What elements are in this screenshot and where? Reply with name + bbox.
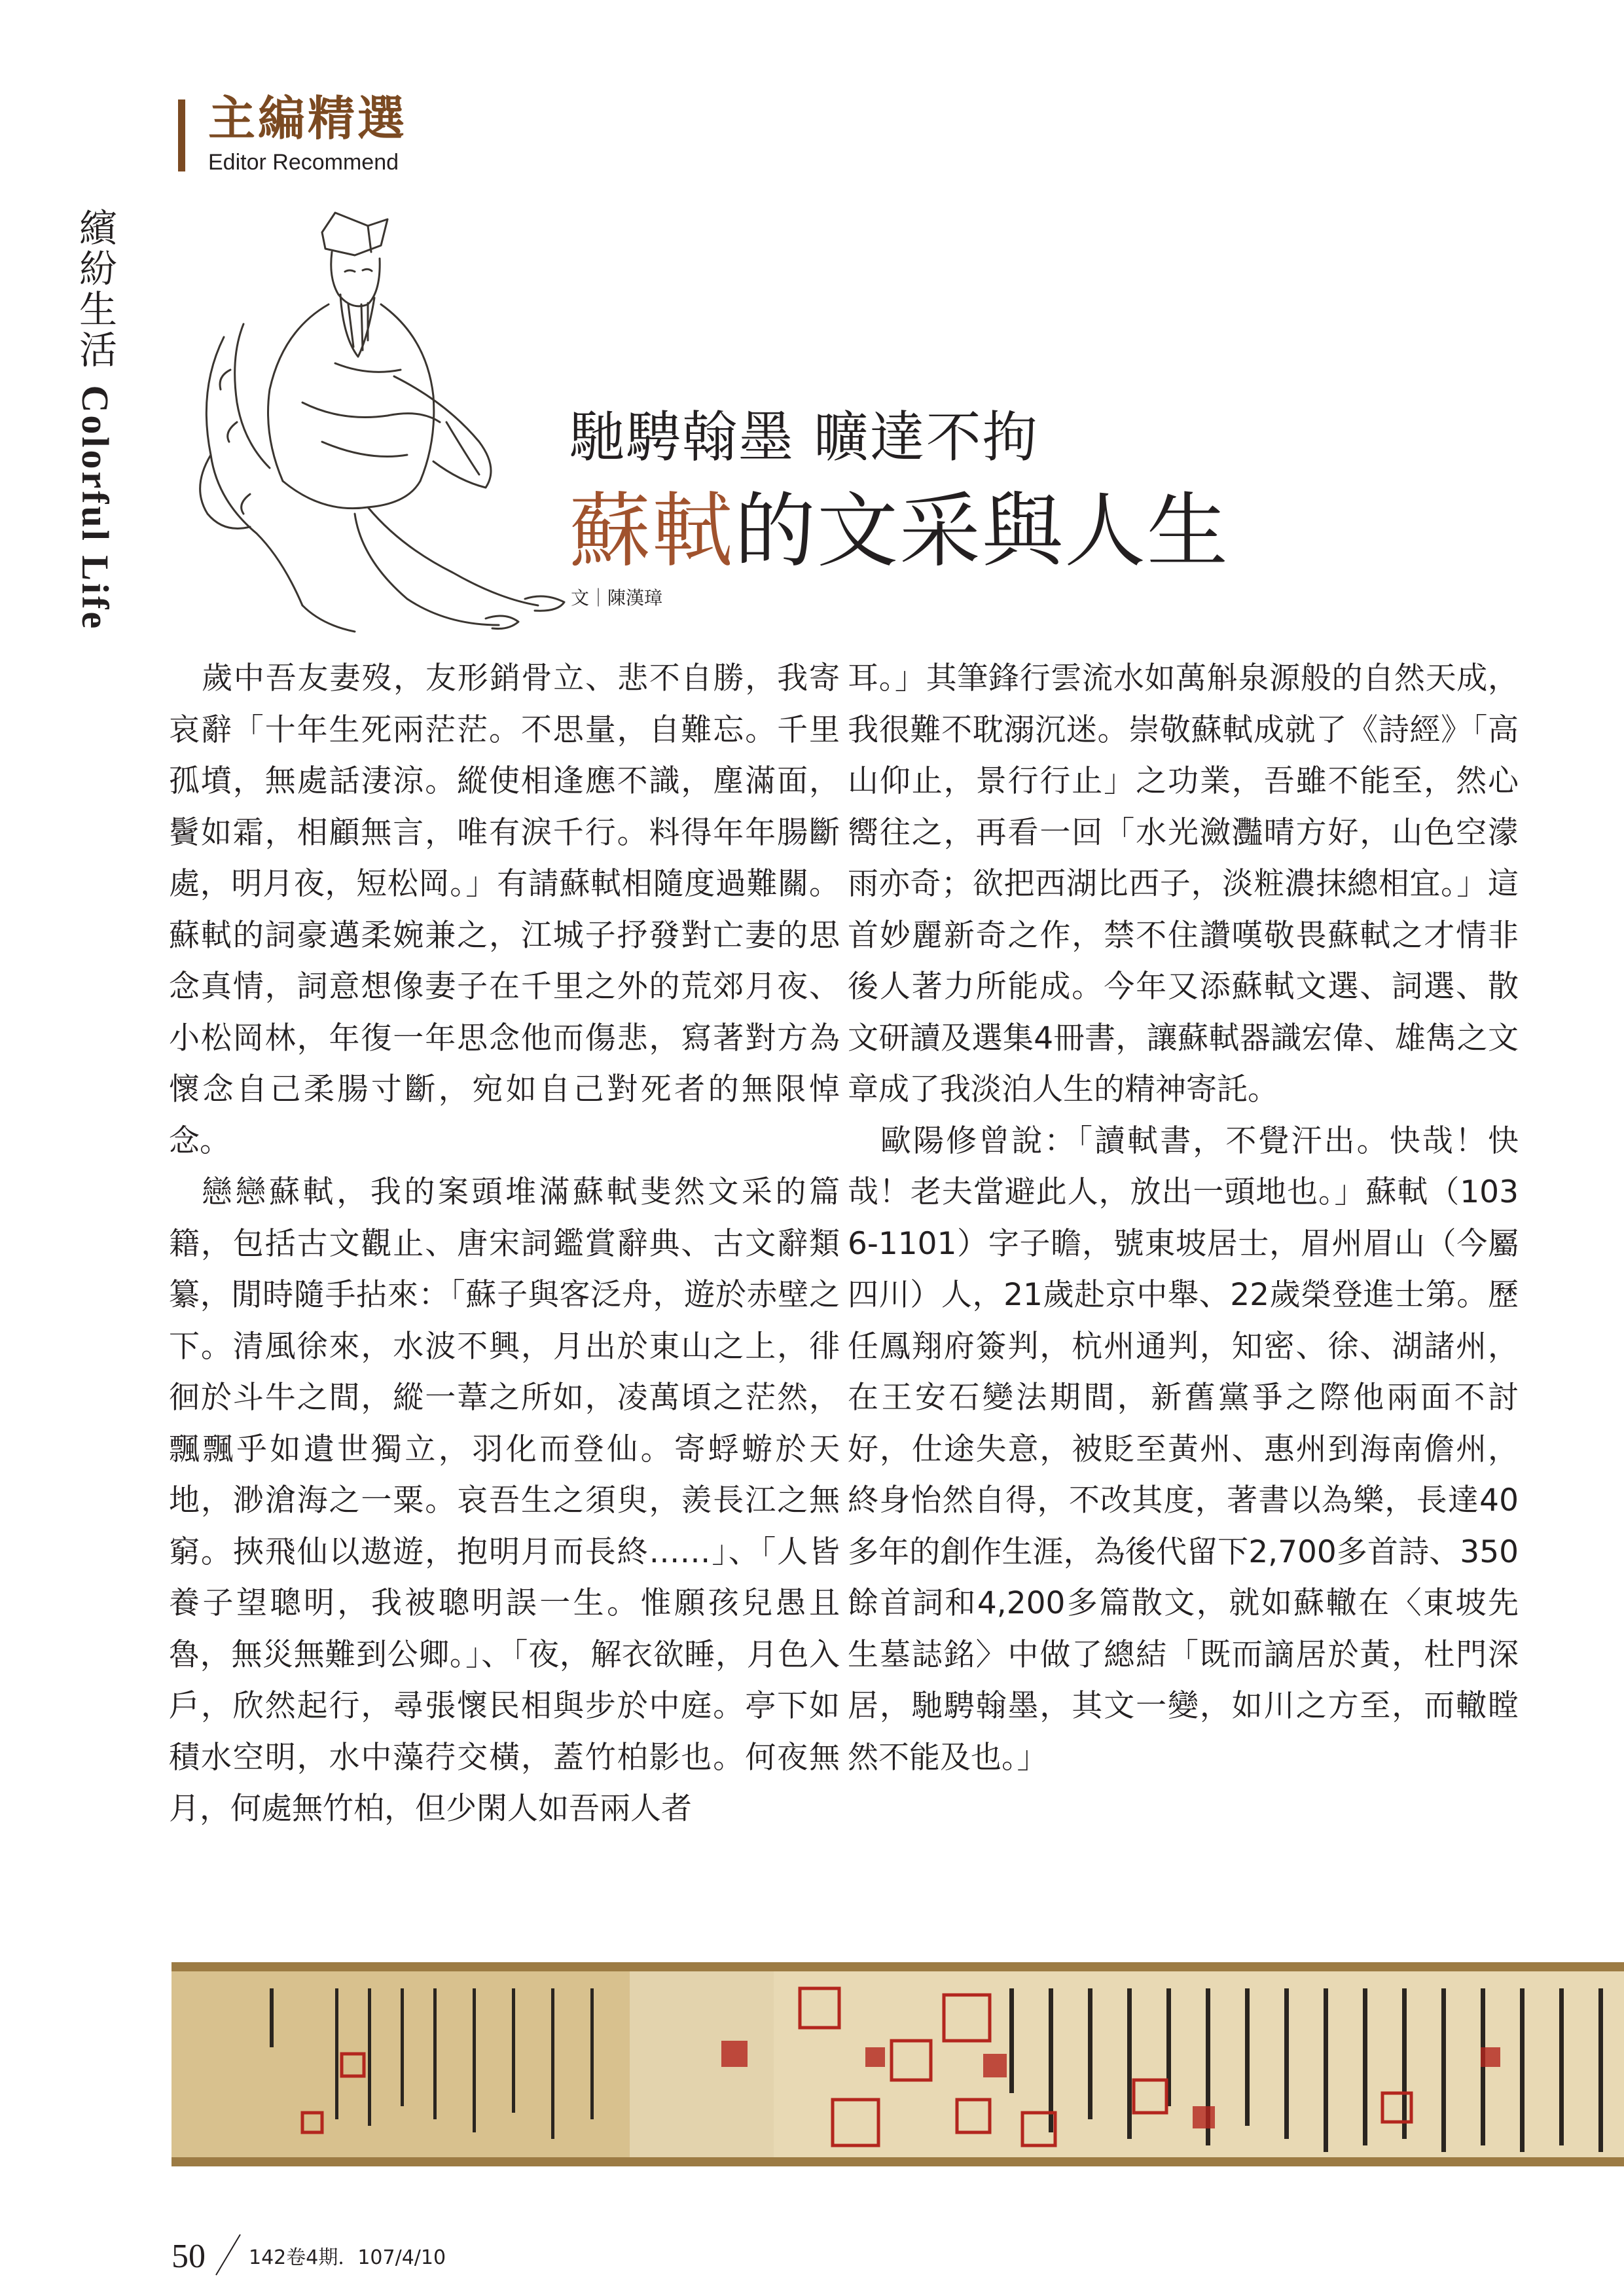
paragraph: 耳。」其筆鋒行雲流水如萬斛泉源般的自然天成，我很難不耽溺沉迷。崇敬蘇軾成就了《詩經》「高山仰止，景行行止」之功業，吾雖不能至，然心嚮往之，再看一回「水光瀲灩晴方好，山色空濛雨亦奇；欲把西湖比西子，淡粧濃抹總相宜。」這首妙麗新奇之作，禁不住讚嘆敬畏蘇軾之才情非後人著力所能成。今年又添蘇軾文選、詞選、散文研讀及選集4冊書，讓蘇軾器識宏偉、雄雋之文章成了我淡泊人生的精神寄託。 xyxy=(848,660,1519,1107)
calligraphy-scroll-image xyxy=(171,1962,1624,2166)
section-title: 主編精選 xyxy=(208,91,408,146)
title-accent-name: 蘇軾 xyxy=(569,484,735,579)
paragraph: 歐陽修曾說：「讀軾書，不覺汗出。快哉！快哉！老夫當避此人，放出一頭地也。」蘇軾（1036-1101）字子瞻，號東坡居士，眉州眉山（今屬四川）人，21歲赴京中舉、22歲榮登進士第。歷任鳳翔府簽判，杭州通判，知密、徐、湖諸州，在王安石變法期間，新舊黨爭之際他兩面不討好，仕途失意，被貶至黃州、惠州到海南儋州，終身怡然自得，不改其度，著書以為樂，長達40多年的創作生涯，為後代留下2,700多首詩、350餘首詞和4,200多篇散文，就如蘇轍在〈東坡先生墓誌銘〉中做了總結「既而謫居於黃，杜門深居，馳騁翰墨，其文一變，如川之方至，而轍瞠然不能及也。」 xyxy=(848,1122,1519,1776)
vertical-label-en: Colorful Life xyxy=(74,385,117,632)
paragraph: 戀戀蘇軾，我的案頭堆滿蘇軾斐然文采的篇籍，包括古文觀止、唐宋詞鑑賞辭典、古文辭類纂，閒時隨手拈來：「蘇子與客泛舟，遊於赤壁之下。清風徐來，水波不興，月出於東山之上，徘徊於斗牛之間，縱一葦之所如，凌萬頃之茫然，飄飄乎如遺世獨立，羽化而登仙。寄蜉蝣於天地，渺滄海之一粟。哀吾生之須臾，羨長江之無窮。挾飛仙以遨遊，抱明月而長終……」、「人皆養子望聰明，我被聰明誤一生。惟願孩兒愚且魯，無災無難到公卿。」、「夜，解衣欲睡，月色入戶，欣然起行，尋張懷民相與步於中庭。亭下如積水空明，水中藻荇交橫，蓋竹柏影也。何夜無月，何處無竹柏，但少閑人如吾兩人者 xyxy=(169,1174,840,1827)
vertical-section-label xyxy=(69,208,121,631)
article-title-line1: 馳騁翰墨 曠達不拘 xyxy=(569,405,1039,469)
article-title-line2 xyxy=(569,486,1229,577)
article-author: 文｜陳漢璋 xyxy=(571,587,663,609)
body-column-right xyxy=(848,653,1519,1784)
header-accent-bar xyxy=(178,99,185,171)
body-column-left xyxy=(169,653,840,1835)
section-subtitle: Editor Recommend xyxy=(208,150,399,175)
page-number: 50 xyxy=(171,2238,206,2275)
issue-info: 142卷4期．107/4/10 xyxy=(249,2246,446,2269)
footer-slash-divider xyxy=(211,2232,244,2278)
paragraph: 歲中吾友妻歿，友形銷骨立、悲不自勝，我寄哀辭「十年生死兩茫茫。不思量，自難忘。千里孤墳，無處話淒涼。縱使相逢應不識，塵滿面，鬢如霜，相顧無言，唯有淚千行。料得年年腸斷處，明月夜，短松岡。」有請蘇軾相隨度過難關。蘇軾的詞豪邁柔婉兼之，江城子抒發對亡妻的思念真情，詞意想像妻子在千里之外的荒郊月夜、小松岡林，年復一年思念他而傷悲，寫著對方為懷念自己柔腸寸斷，宛如自己對死者的無限悼念。 xyxy=(169,660,840,1159)
title-rest: 的文采與人生 xyxy=(734,484,1230,579)
vertical-label-zh: 繽紛生活 xyxy=(73,208,117,370)
